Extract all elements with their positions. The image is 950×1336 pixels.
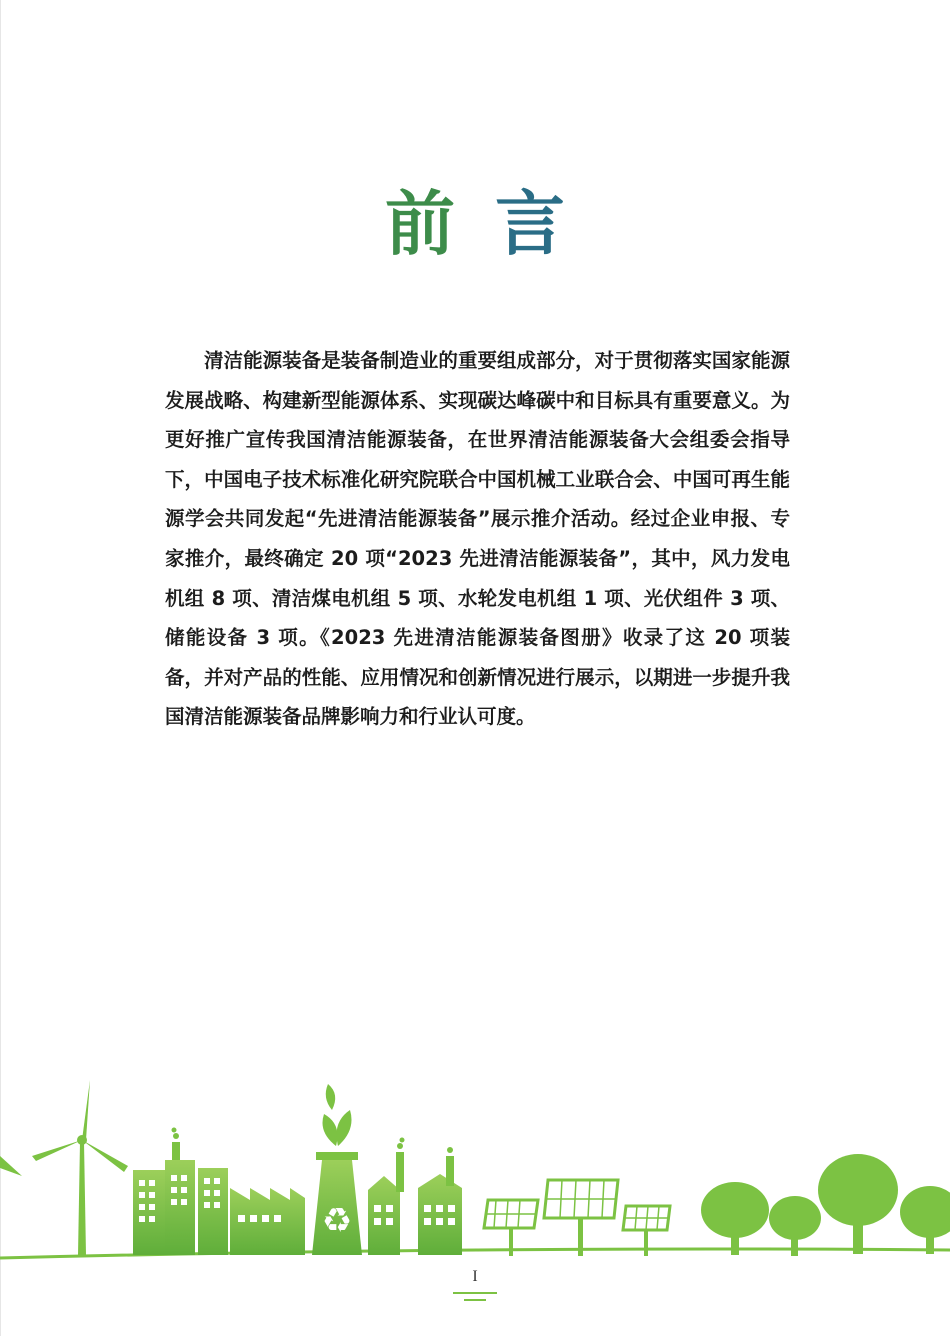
tree-icon-4 [900,1186,950,1254]
wind-turbine-icon [32,1080,128,1255]
factory-icon-3 [418,1147,462,1255]
factory-icon-2 [368,1138,405,1256]
page-number-ornament [453,1290,497,1304]
page-number: I [472,1268,478,1285]
wind-turbine-icon-left [0,1156,22,1176]
factory-icon [230,1188,305,1255]
factory-chimney-icon [165,1128,195,1256]
recycle-tower-icon [312,1152,362,1255]
preface-body [165,341,790,737]
solar-panel-icon-2 [544,1180,618,1256]
preface-paragraph: 清洁能源装备是装备制造业的重要组成部分，对于贯彻落实国家能源发展战略、构建新型能源体系、实现碳达峰碳中和目标具有重要意义。为更好推广宣传我国清洁能源装备，在世界清洁能源装备大会组委会指导下，中国电子技术标准化研究院联合中国机械工业联合会、中国可再生能源学会共同发起“先进清洁能源装备”展示推介活动。经过企业申报、专家推介，最终确定 20 项“2023 先进清洁能源装备”，其中，风力发电机组 8 项、清洁煤电机组 5 项、水轮发电机组 1 项、光伏组件 3 项、储能设备 3 项。《2023 先进清洁能源装备图册》收录了这 20 项装备，并对产品的性能、应用情况和创新情况进行展示，以期进一步提升我国清洁能源装备品牌影响力和行业认可度。 [165,349,790,729]
title-char-1: 前 [385,183,495,265]
clean-energy-illustration [0,1060,950,1270]
tree-icon-2 [769,1196,821,1256]
building-icon [133,1170,165,1255]
page-title [0,168,950,269]
leaf-icon [323,1084,352,1146]
title-char-2: 言 [495,183,605,265]
solar-panel-icon-1 [484,1200,538,1256]
recycle-icon: ♻ [321,1201,353,1241]
building-icon-2 [198,1168,228,1255]
tree-icon-1 [701,1182,769,1255]
tree-icon-3 [818,1154,898,1254]
